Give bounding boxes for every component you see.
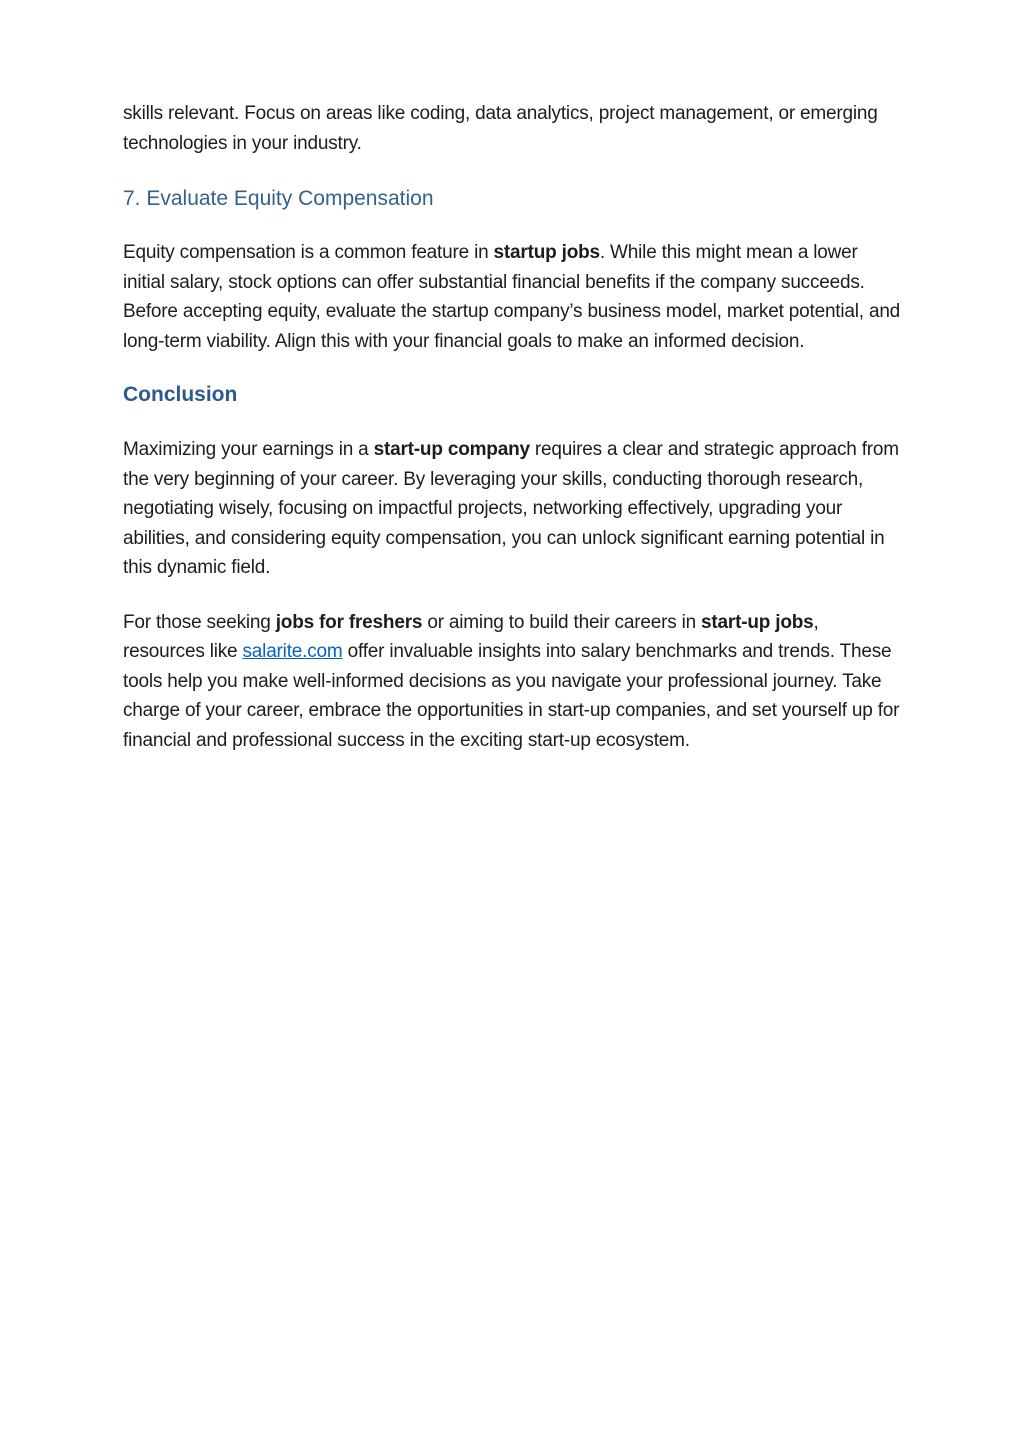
- conclusion2-run-6: offer invaluable insights into salary benchmarks and trends. These tools help you make well-informed decisions as you navigate your professional journey. Take charge of your career, embrace the opportunities in start-up companies, and set yourself up for financial and professional success in the exciting start-up ecosystem.: [123, 641, 900, 751]
- conclusion2-run-jobs-for-freshers-bold: jobs for freshers: [275, 611, 423, 633]
- paragraph-equity-compensation: [123, 238, 902, 356]
- paragraph-conclusion-1: [123, 435, 902, 583]
- conclusion1-run-startup-company-bold: start-up company: [373, 439, 530, 460]
- conclusion2-run-startup-jobs-bold: start-up jobs: [701, 611, 814, 633]
- conclusion2-run-3: or aiming to build their careers in: [422, 611, 702, 633]
- heading-evaluate-equity-compensation: 7. Evaluate Equity Compensation: [123, 187, 434, 210]
- paragraph-conclusion-2: [123, 608, 902, 756]
- equity-run-startup-jobs-bold: startup jobs: [493, 242, 600, 263]
- conclusion2-run-5: , resources like: [123, 611, 819, 662]
- salarite-link[interactable]: salarite.com: [242, 641, 343, 662]
- conclusion2-run-1: For those seeking: [123, 611, 276, 633]
- paragraph-skills-text: skills relevant. Focus on areas like coding, data analytics, project management, or emerging technologies in your industry.: [123, 103, 878, 154]
- paragraph-skills-continuation: [123, 99, 902, 158]
- equity-run-1: Equity compensation is a common feature in: [123, 242, 494, 263]
- conclusion1-run-3: requires a clear and strategic approach from the very beginning of your career. By leveraging your skills, conducting thorough research, negotiating wisely, focusing on impactful projects, networking effectively, upgrading your abilities, and considering equity compensation, you can unlock significant earning potential in this dynamic field.: [123, 439, 899, 578]
- heading-conclusion: Conclusion: [123, 383, 238, 406]
- conclusion1-run-1: Maximizing your earnings in a: [123, 439, 374, 460]
- equity-run-3: . While this might mean a lower initial salary, stock options can offer substantial financial benefits if the company succeeds. Before accepting equity, evaluate the startup company’s business model, market potential, and long-term viability. Align this with your financial goals to make an informed decision.: [123, 242, 901, 352]
